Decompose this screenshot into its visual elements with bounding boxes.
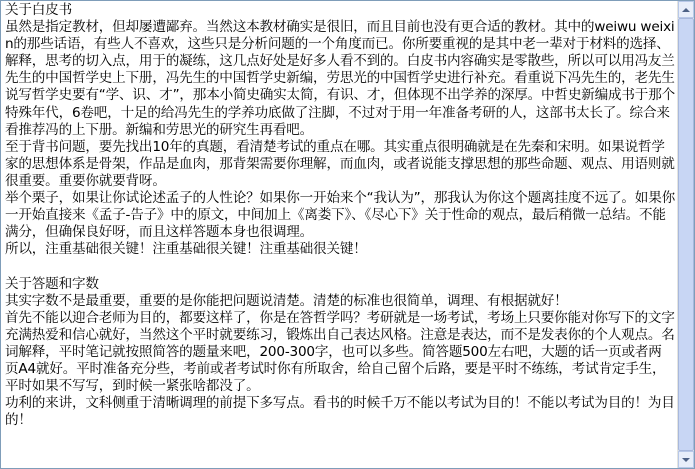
scrollbar-track[interactable]	[678, 18, 694, 451]
paragraph-example: 举个栗子，如果让你试论述孟子的人性论？如果你一开始来个“我认为”，那我认为你这个题离挂度不远了。如果你一开始直接来《孟子-告子》中的原文，中间加上《离娄下》、《尽心下》关于性命的观点，最后稍微一总结。不能满分，但确保良好呀，而且这样答题本身也很调理。	[5, 190, 675, 241]
triangle-up-icon	[682, 8, 690, 12]
paragraph-heading-answers: 关于答题和字数	[5, 275, 99, 292]
paragraph-memorization: 至于背书问题，要先找出10年的真题，看清楚考试的重点在哪。其实重点很明确就是在先秦和宋明。如果说哲学家的思想体系是骨架，作品是血肉，那背架需要你理解，而血肉，或者说能支撑思想的那些命题、观点、用语则就很重要。重要你就要背呀。	[5, 138, 675, 189]
text-editor-area[interactable]	[1, 1, 677, 468]
scroll-down-button[interactable]	[678, 451, 694, 468]
paragraph-emphasis: 所以，注重基础很关键！注重基础很关键！注重基础很关键！	[5, 241, 367, 258]
scroll-up-button[interactable]	[678, 1, 694, 18]
paragraph-word-count: 其实字数不是最重要，重要的是你能把问题说清楚。清楚的标准也很简单，调理、有根据就好！	[5, 292, 568, 309]
paragraph-conclusion: 功利的来讲，文科侧重于清晰调理的前提下多写点。看书的时候千万不能以考试为目的！不能以考试为目的！为目的！	[5, 395, 675, 429]
scrollbar-thumb[interactable]	[678, 18, 694, 451]
blank-line	[5, 258, 675, 275]
triangle-down-icon	[682, 458, 690, 462]
paragraph-answer-tips: 首先不能以迎合老师为目的，都要这样了，你是在答哲学吗？考研就是一场考试，考场上只要你能对你写下的文字充满热爱和信心就好，当然这个平时就要练习，锻炼出自己表达风格。注意是表达，而不是发表你的个人观点。名词解释，平时笔记就按照简答的题量来吧，200-300字，也可以多些。简答题500左右吧，大题的话一页或者两页A4就好。平时准备充分些，考前或者考试时你有所取舍，给自己留个后路，要是平时不练练，考试肯定手生，平时如果不写写，到时候一紧张啥都没了。	[5, 309, 675, 395]
vertical-scrollbar[interactable]	[677, 1, 694, 468]
paragraph-white-paper-body: 虽然是指定教材，但却屡遭鄙弃。当然这本教材确实是很旧，而且目前也没有更合适的教材。其中的weiwu weixin的那些话语，有些人不喜欢，这些只是分析问题的一个角度而已。你所要重视的是其中老一辈对于材料的选择、解释，思考的切入点，用于的凝练，这几点好处是好多人看不到的。白皮书内容确实是零散些，所以可以用冯友兰先生的中国哲学史上下册，冯先生的中国哲学史新编，劳思光的中国哲学史进行补充。看重说下冯先生的，老先生说写哲学史要有“学、识、才”，那本小简史确实太简，有识、才，但体现不出学养的深厚。中哲史新编成书于那个特殊年代，6卷吧，十足的给冯先生的学养功底做了注脚，不过对于用一年准备考研的人，这部书太长了。综合来看推荐冯的上下册。新编和劳思光的研究生再看吧。	[5, 19, 675, 138]
paragraph-heading-white-paper: 关于白皮书	[5, 2, 72, 18]
